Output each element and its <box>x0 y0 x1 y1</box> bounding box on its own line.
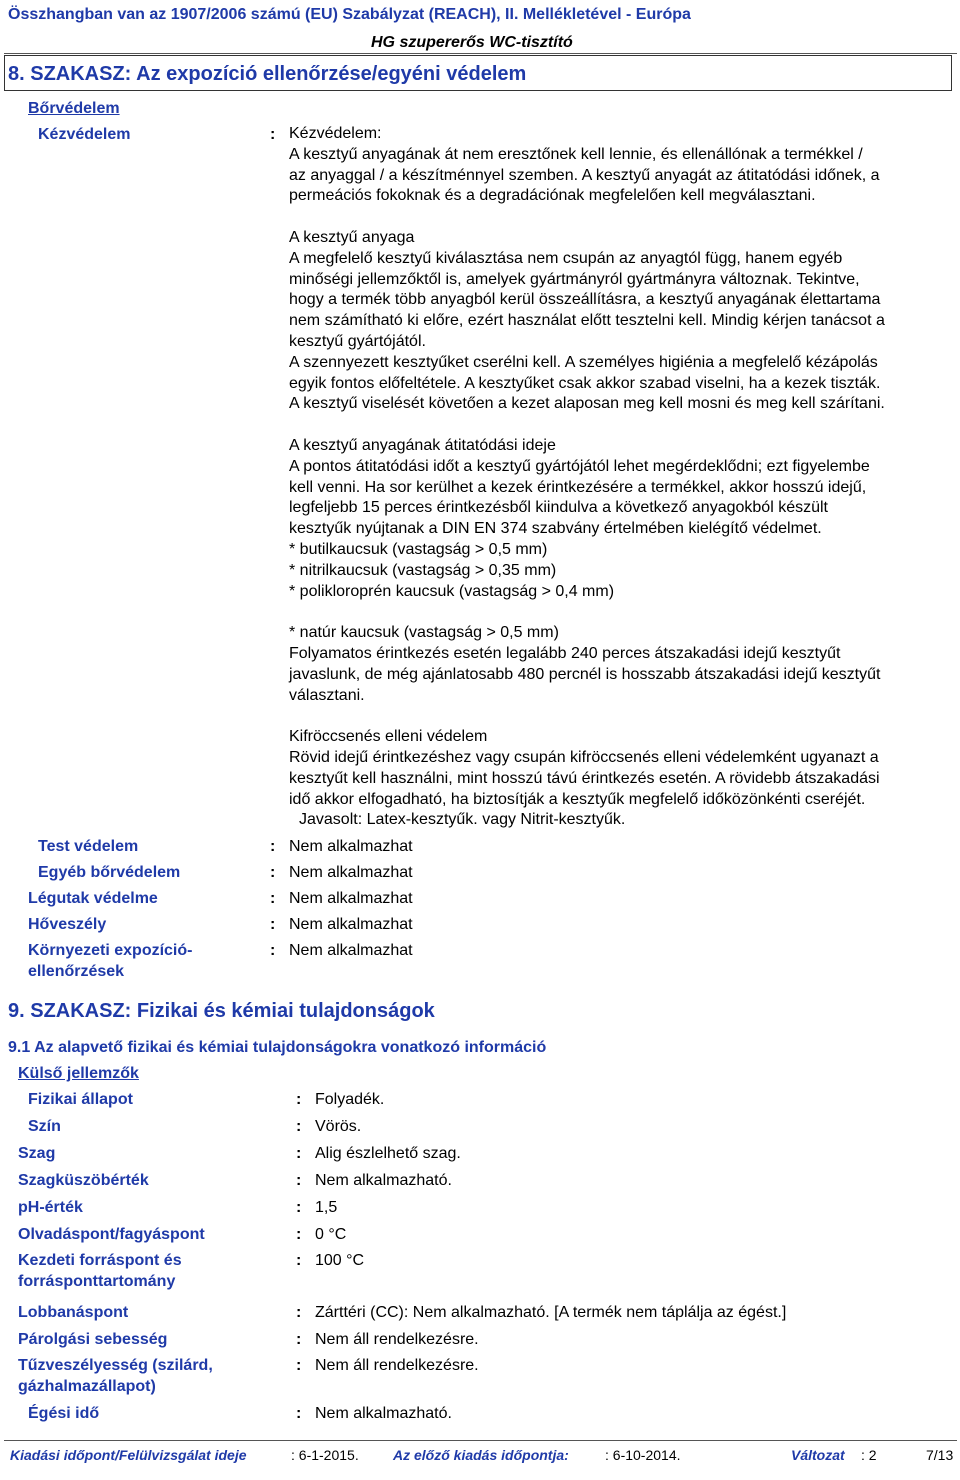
burning-time-label: Égési idő <box>28 1405 100 1422</box>
evaporation-rate-colon: : <box>296 1331 302 1348</box>
color-value: Vörös. <box>315 1118 362 1135</box>
page-number: 7/13 <box>926 1447 954 1463</box>
melting-point-label: Olvadáspont/fagyáspont <box>18 1226 205 1243</box>
ph-colon: : <box>296 1199 302 1216</box>
flash-point-colon: : <box>296 1304 302 1321</box>
ph-label: pH-érték <box>18 1199 83 1216</box>
color-colon: : <box>296 1118 302 1135</box>
version-value: : 2 <box>861 1447 877 1463</box>
version-label: Változat <box>791 1447 845 1463</box>
section-8-title: 8. SZAKASZ: Az expozíció ellenőrzése/egyéni védelem <box>8 63 527 85</box>
physical-state-value: Folyadék. <box>315 1091 385 1108</box>
odor-threshold-colon: : <box>296 1172 302 1189</box>
header-divider <box>4 53 957 54</box>
boiling-point-label-line2: forrásponttartomány <box>18 1273 176 1290</box>
burning-time-value: Nem alkalmazható. <box>315 1405 452 1422</box>
regulation-header: Összhangban van az 1907/2006 számú (EU) Szabályzat (REACH), II. Mellékletével - Európa <box>8 6 691 23</box>
body-protection-value: Nem alkalmazhat <box>289 838 413 855</box>
skin-protection-heading: Bőrvédelem <box>28 100 120 117</box>
thermal-hazard-label: Hőveszély <box>28 916 107 933</box>
product-name: HG szupererős WC-tisztító <box>371 34 573 51</box>
previous-issue-label: Az előző kiadás időpontja: <box>393 1447 569 1463</box>
odor-threshold-label: Szagküszöbérték <box>18 1172 149 1189</box>
evaporation-rate-value: Nem áll rendelkezésre. <box>315 1331 479 1348</box>
flammability-value: Nem áll rendelkezésre. <box>315 1357 479 1374</box>
environmental-exposure-label-line2: ellenőrzések <box>28 963 125 980</box>
odor-label: Szag <box>18 1145 56 1162</box>
issue-date-value: : 6-1-2015. <box>291 1447 359 1463</box>
footer-divider <box>4 1440 957 1441</box>
previous-issue-value: : 6-10-2014. <box>605 1447 681 1463</box>
flash-point-label: Lobbanáspont <box>18 1304 129 1321</box>
color-label: Szín <box>28 1118 61 1135</box>
physical-state-colon: : <box>296 1091 302 1108</box>
melting-point-colon: : <box>296 1226 302 1243</box>
flammability-label-line2: gázhalmazállapot) <box>18 1378 156 1395</box>
hand-protection-text: Kézvédelem: A kesztyű anyagának át nem eresztőnek kell lennie, és ellenállónak a termékkel / az anyaggal / a készítménnyel szemben. A kesztyű anyagát az átitatódási időnek, a permeációs fokoknak és a degradációnak megfelelően kell megválasztani. A kesztyű anyaga A megfelelő kesztyű kiválasztása nem csupán az anyagtól függ, hanem egyéb minőségi jellemzőktől is, amelyek gyártmányról gyártmányra változnak. Tekintve, hogy a termék több anyagból kerül összeállításra, a kesztyű anyagának élettartama nem számítható ki előre, ezért használat előtt tesztelni kell. Mindig kérjen tanácsot a kesztyű gyártójától. A szennyezett kesztyűket cserélni kell. A személyes higiénia a megfelelő kézápolás egyik fontos előfeltétele. A kesztyűket csak akkor szabad viselni, ha a kezek tiszták. A kesztyű viselését követően a kezet alaposan meg kell mosni és meg kell szárítani. A kesztyű anyagának átitatódási ideje A pontos átitatódási időt a kesztyű gyártójától lehet megérdeklődni; ezt figyelembe kell venni. Ha sor kerülhet a kezek érintkezésére a termékkel, akkor hosszú idejű, legfeljebb 15 perces érintkezésből kiindulva a következő anyagokból készült kesztyűk nyújtanak a DIN EN 374 szabvány értelmében kielégítő védelmet. * butilkaucsuk (vastagság > 0,5 mm) * nitrilkaucsuk (vastagság > 0,35 mm) * polikloroprén kaucsuk (vastagság > 0,4 mm) * natúr kaucsuk (vastagság > 0,5 mm) Folyamatos érintkezés esetén legalább 240 perces átszakadási idejű kesztyűt javaslunk, de még ajánlatosabb 480 percnél is hosszabb átszakadási idejű kesztyűt választani. Kifröccsenés elleni védelem Rövid idejű érintkezéshez vagy csupán kifröccsenés elleni védelemként ugyanazt a kesztyűt kell használni, mint hosszú távú érintkezés esetén. A rövidebb átszakadási idő akkor elfogadható, ha biztosítják a kesztyűk megfelelő időközönkénti cseréjét. Javasolt: Latex-kesztyűk. vagy Nitrit-kesztyűk. <box>289 125 885 829</box>
body-protection-label: Test védelem <box>38 838 139 855</box>
hand-protection-colon: : <box>270 126 276 143</box>
section-9-title: 9. SZAKASZ: Fizikai és kémiai tulajdonságok <box>8 1000 435 1022</box>
appearance-heading: Külső jellemzők <box>18 1065 139 1082</box>
evaporation-rate-label: Párolgási sebesség <box>18 1331 168 1348</box>
other-skin-protection-label: Egyéb bőrvédelem <box>38 864 181 881</box>
burning-time-colon: : <box>296 1405 302 1422</box>
respiratory-protection-label: Légutak védelme <box>28 890 158 907</box>
respiratory-protection-value: Nem alkalmazhat <box>289 890 413 907</box>
flash-point-value: Zárttéri (CC): Nem alkalmazható. [A termék nem táplálja az égést.] <box>315 1304 787 1321</box>
odor-threshold-value: Nem alkalmazható. <box>315 1172 452 1189</box>
flammability-colon: : <box>296 1357 302 1374</box>
environmental-exposure-label: Környezeti expozíció- <box>28 942 193 959</box>
odor-value: Alig észlelhető szag. <box>315 1145 461 1162</box>
body-protection-colon: : <box>270 838 276 855</box>
other-skin-protection-colon: : <box>270 864 276 881</box>
physical-state-label: Fizikai állapot <box>28 1091 133 1108</box>
issue-date-label: Kiadási időpont/Felülvizsgálat ideje <box>10 1447 247 1463</box>
thermal-hazard-colon: : <box>270 916 276 933</box>
boiling-point-colon: : <box>296 1252 302 1269</box>
other-skin-protection-value: Nem alkalmazhat <box>289 864 413 881</box>
flammability-label: Tűzveszélyesség (szilárd, <box>18 1357 213 1374</box>
thermal-hazard-value: Nem alkalmazhat <box>289 916 413 933</box>
ph-value: 1,5 <box>315 1199 338 1216</box>
section-9-1-title: 9.1 Az alapvető fizikai és kémiai tulajdonságokra vonatkozó információ <box>8 1039 547 1056</box>
environmental-exposure-colon: : <box>270 942 276 959</box>
hand-protection-label: Kézvédelem <box>38 126 131 143</box>
boiling-point-label: Kezdeti forráspont és <box>18 1252 182 1269</box>
environmental-exposure-value: Nem alkalmazhat <box>289 942 413 959</box>
melting-point-value: 0 °C <box>315 1226 347 1243</box>
boiling-point-value: 100 °C <box>315 1252 365 1269</box>
respiratory-protection-colon: : <box>270 890 276 907</box>
odor-colon: : <box>296 1145 302 1162</box>
